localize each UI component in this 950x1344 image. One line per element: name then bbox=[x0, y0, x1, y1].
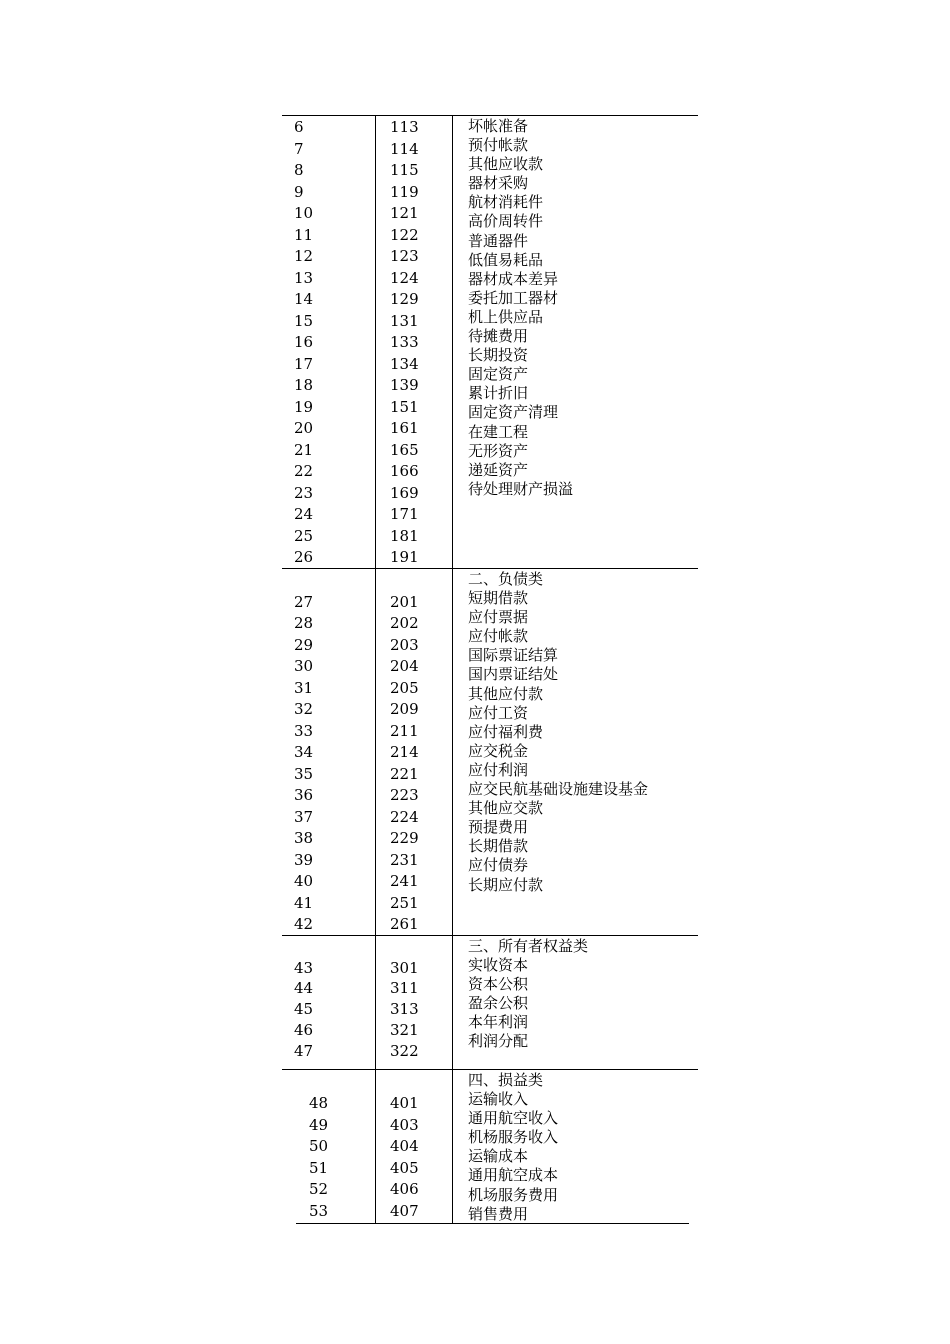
sequence-number: 51 bbox=[309, 1158, 329, 1177]
account-code-column bbox=[390, 958, 419, 1062]
account-name: 委托加工器材 bbox=[468, 288, 559, 307]
sequence-column bbox=[294, 117, 313, 569]
sequence-number: 45 bbox=[294, 1000, 314, 1019]
sequence-number: 16 bbox=[294, 333, 314, 351]
account-code: 139 bbox=[390, 376, 419, 394]
account-name: 本年利润 bbox=[468, 1013, 529, 1032]
category-title: 四、损益类 bbox=[468, 1071, 544, 1089]
sequence-number: 9 bbox=[294, 182, 304, 201]
sequence-number: 7 bbox=[294, 139, 304, 158]
section-assets bbox=[282, 117, 698, 568]
sequence-number: 22 bbox=[294, 462, 314, 480]
account-name: 销售费用 bbox=[468, 1204, 529, 1223]
account-code: 203 bbox=[390, 635, 419, 654]
account-code: 406 bbox=[390, 1180, 419, 1198]
section-owners-equity bbox=[282, 937, 698, 1069]
account-code: 204 bbox=[390, 657, 419, 675]
account-name: 盈余公积 bbox=[468, 994, 529, 1013]
sequence-number: 23 bbox=[294, 483, 314, 502]
account-code: 113 bbox=[390, 118, 419, 136]
account-name: 累计折旧 bbox=[468, 384, 529, 403]
account-code: 121 bbox=[390, 204, 419, 222]
account-code: 122 bbox=[390, 225, 419, 244]
sequence-number: 52 bbox=[309, 1180, 329, 1198]
account-code: 313 bbox=[390, 1000, 419, 1019]
account-name: 递延资产 bbox=[468, 460, 529, 479]
sequence-number: 38 bbox=[294, 829, 314, 847]
sequence-number: 25 bbox=[294, 526, 314, 545]
sequence-number: 50 bbox=[309, 1137, 329, 1155]
account-name: 应付帐款 bbox=[468, 627, 529, 646]
sequence-number: 14 bbox=[294, 290, 314, 308]
sequence-number: 30 bbox=[294, 657, 314, 675]
account-name: 预付帐款 bbox=[468, 136, 529, 155]
sequence-number: 18 bbox=[294, 376, 314, 394]
account-code: 205 bbox=[390, 678, 419, 697]
sequence-number: 11 bbox=[294, 225, 314, 244]
account-name: 国际票证结算 bbox=[468, 646, 559, 665]
account-code-column bbox=[390, 1093, 419, 1222]
account-code: 224 bbox=[390, 807, 419, 826]
account-code: 165 bbox=[390, 440, 419, 459]
account-name: 待处理财产损溢 bbox=[468, 479, 574, 498]
section-liabilities bbox=[282, 570, 698, 935]
account-code: 214 bbox=[390, 743, 419, 761]
account-code: 221 bbox=[390, 764, 419, 783]
category-title: 二、负债类 bbox=[468, 570, 544, 588]
sequence-number: 12 bbox=[294, 247, 314, 265]
account-code: 151 bbox=[390, 397, 419, 416]
account-code: 404 bbox=[390, 1137, 419, 1155]
account-name: 无形资产 bbox=[468, 441, 529, 460]
category-title: 三、所有者权益类 bbox=[468, 937, 589, 955]
account-name: 低值易耗品 bbox=[468, 250, 544, 269]
account-name: 通用航空收入 bbox=[468, 1109, 559, 1128]
account-code: 251 bbox=[390, 893, 419, 912]
account-code: 311 bbox=[390, 979, 419, 998]
sequence-number: 43 bbox=[294, 958, 314, 977]
sequence-number: 53 bbox=[309, 1201, 329, 1220]
sequence-column bbox=[294, 958, 313, 1062]
sequence-number: 41 bbox=[294, 893, 314, 912]
account-code: 161 bbox=[390, 419, 419, 437]
account-name: 固定资产 bbox=[468, 365, 529, 384]
account-name: 高价周转件 bbox=[468, 212, 544, 231]
sequence-number: 48 bbox=[309, 1094, 329, 1112]
account-code: 407 bbox=[390, 1201, 419, 1220]
account-name: 机上供应品 bbox=[468, 307, 544, 326]
sequence-number: 24 bbox=[294, 505, 314, 523]
section-profit-loss bbox=[282, 1071, 698, 1223]
account-name: 运输收入 bbox=[468, 1090, 529, 1109]
account-name: 运输成本 bbox=[468, 1147, 529, 1166]
account-name: 普通器件 bbox=[468, 231, 529, 250]
sequence-number: 15 bbox=[294, 311, 314, 330]
sequence-number: 26 bbox=[294, 548, 314, 566]
account-name: 其他应交款 bbox=[468, 799, 544, 818]
account-name-column bbox=[468, 937, 588, 1052]
account-code: 202 bbox=[390, 614, 419, 632]
account-code: 405 bbox=[390, 1158, 419, 1177]
account-name: 通用航空成本 bbox=[468, 1166, 559, 1185]
sequence-number: 40 bbox=[294, 872, 314, 890]
account-code: 321 bbox=[390, 1020, 419, 1039]
account-code: 301 bbox=[390, 958, 419, 977]
sequence-number: 31 bbox=[294, 678, 314, 697]
account-code: 201 bbox=[390, 592, 419, 611]
section-divider bbox=[282, 568, 698, 569]
account-name: 长期投资 bbox=[468, 346, 529, 365]
account-name: 应交民航基础设施建设基金 bbox=[468, 780, 649, 799]
account-name: 其他应付款 bbox=[468, 684, 544, 703]
account-code: 115 bbox=[390, 161, 419, 179]
account-code-column bbox=[390, 117, 419, 569]
table-top-rule bbox=[282, 115, 698, 116]
account-name: 器材成本差异 bbox=[468, 269, 559, 288]
account-name-column bbox=[468, 117, 573, 499]
account-code: 169 bbox=[390, 483, 419, 502]
account-name: 待摊费用 bbox=[468, 327, 529, 346]
sequence-number: 6 bbox=[294, 118, 304, 136]
account-code: 123 bbox=[390, 247, 419, 265]
sequence-number: 33 bbox=[294, 721, 314, 740]
sequence-number: 19 bbox=[294, 397, 314, 416]
account-code: 229 bbox=[390, 829, 419, 847]
account-code-column bbox=[390, 592, 419, 936]
account-name: 应付票据 bbox=[468, 608, 529, 627]
sequence-number: 36 bbox=[294, 786, 314, 804]
account-name: 应付福利费 bbox=[468, 722, 544, 741]
sequence-number: 35 bbox=[294, 764, 314, 783]
account-name: 预提费用 bbox=[468, 818, 529, 837]
sequence-number: 17 bbox=[294, 354, 314, 373]
sequence-number: 21 bbox=[294, 440, 314, 459]
section-divider bbox=[282, 1069, 698, 1070]
sequence-number: 34 bbox=[294, 743, 314, 761]
account-code: 166 bbox=[390, 462, 419, 480]
account-name: 应付利润 bbox=[468, 760, 529, 779]
account-code: 129 bbox=[390, 290, 419, 308]
account-code: 134 bbox=[390, 354, 419, 373]
account-code: 119 bbox=[390, 182, 419, 201]
account-code: 181 bbox=[390, 526, 419, 545]
account-code: 171 bbox=[390, 505, 419, 523]
sequence-number: 42 bbox=[294, 915, 314, 933]
sequence-number: 46 bbox=[294, 1020, 314, 1039]
account-code: 241 bbox=[390, 872, 419, 890]
account-code: 133 bbox=[390, 333, 419, 351]
sequence-number: 8 bbox=[294, 161, 304, 179]
account-name: 国内票证结处 bbox=[468, 665, 559, 684]
account-name: 短期借款 bbox=[468, 589, 529, 608]
sequence-number: 49 bbox=[309, 1115, 329, 1134]
account-name: 固定资产清理 bbox=[468, 403, 559, 422]
sequence-number: 27 bbox=[294, 592, 314, 611]
sequence-number: 29 bbox=[294, 635, 314, 654]
account-code: 124 bbox=[390, 268, 419, 287]
sequence-number: 32 bbox=[294, 700, 314, 718]
sequence-number: 44 bbox=[294, 979, 314, 998]
account-code: 131 bbox=[390, 311, 419, 330]
account-name: 器材采购 bbox=[468, 174, 529, 193]
account-name: 长期借款 bbox=[468, 837, 529, 856]
account-name-column bbox=[468, 1071, 558, 1224]
sequence-number: 47 bbox=[294, 1041, 314, 1060]
sequence-number: 37 bbox=[294, 807, 314, 826]
account-code: 191 bbox=[390, 548, 419, 566]
account-name: 长期应付款 bbox=[468, 875, 544, 894]
account-name: 坏帐准备 bbox=[468, 117, 529, 135]
account-name: 应付债券 bbox=[468, 856, 529, 875]
sequence-number: 20 bbox=[294, 419, 314, 437]
sequence-number: 10 bbox=[294, 204, 314, 222]
account-name: 机场服务费用 bbox=[468, 1185, 559, 1204]
account-name: 实收资本 bbox=[468, 956, 529, 975]
sequence-number: 13 bbox=[294, 268, 314, 287]
sequence-column bbox=[294, 592, 313, 936]
account-name: 在建工程 bbox=[468, 422, 529, 441]
account-name: 航材消耗件 bbox=[468, 193, 544, 212]
account-code: 322 bbox=[390, 1041, 419, 1060]
account-name: 应付工资 bbox=[468, 703, 529, 722]
sequence-column bbox=[309, 1093, 328, 1222]
sequence-number: 28 bbox=[294, 614, 314, 632]
account-name-column bbox=[468, 570, 648, 895]
account-name: 机杨服务收入 bbox=[468, 1128, 559, 1147]
section-divider bbox=[282, 935, 698, 936]
sequence-number: 39 bbox=[294, 850, 314, 869]
account-code: 403 bbox=[390, 1115, 419, 1134]
account-code: 114 bbox=[390, 139, 419, 158]
account-name: 其他应收款 bbox=[468, 155, 544, 174]
account-code: 209 bbox=[390, 700, 419, 718]
account-code: 231 bbox=[390, 850, 419, 869]
account-code: 211 bbox=[390, 721, 419, 740]
account-name: 资本公积 bbox=[468, 975, 529, 994]
account-code: 223 bbox=[390, 786, 419, 804]
account-code: 401 bbox=[390, 1094, 419, 1112]
account-name: 应交税金 bbox=[468, 741, 529, 760]
account-code: 261 bbox=[390, 915, 419, 933]
account-name: 利润分配 bbox=[468, 1032, 529, 1051]
